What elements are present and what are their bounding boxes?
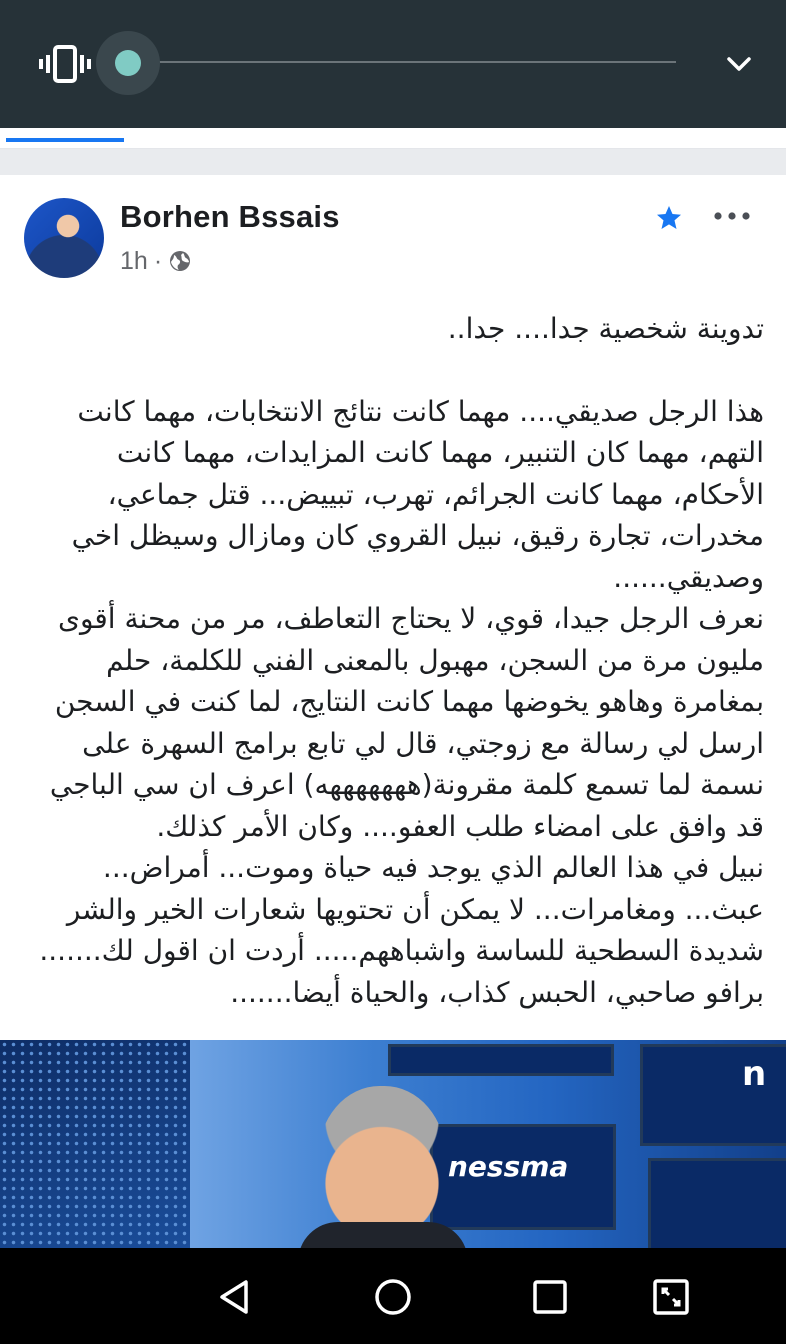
screenshot-icon[interactable] — [648, 1274, 694, 1320]
post-meta — [120, 246, 192, 276]
globe-icon[interactable] — [168, 249, 192, 273]
meta-separator: · — [153, 246, 163, 275]
photo-person — [318, 1086, 446, 1236]
volume-slider-thumb[interactable] — [115, 50, 141, 76]
post-text-paragraph-3: نبيل في هذا العالم الذي يوجد فيه حياة وموت... أمراض... عبث... ومغامرات... لا يمكن أن تحتويها شعارات الخير والشر شديدة السطحية للساسة واشباههم..... أردت ان اقول لك....... — [39, 851, 764, 967]
volume-panel — [0, 0, 786, 128]
photo-screen — [388, 1044, 614, 1076]
tab-active-indicator — [6, 138, 124, 142]
feed-separator — [0, 149, 786, 175]
chevron-down-icon[interactable] — [722, 52, 756, 76]
vibrate-icon[interactable] — [38, 44, 92, 84]
back-icon[interactable] — [212, 1274, 258, 1320]
more-icon[interactable] — [712, 206, 752, 226]
navigation-bar — [0, 1248, 786, 1344]
photo-screen — [648, 1158, 786, 1248]
author-name[interactable]: Borhen Bssais — [120, 199, 340, 234]
post-text-paragraph-1: هذا الرجل صديقي.... مهما كانت نتائج الانتخابات، مهما كانت التهم، مهما كان التنبير، مهما كانت المزايدات، مهما كانت الأحكام، مهما كانت الجرائم، تهرب، تبييض... قتل جماعي، مخدرات، تجارة رقيق، نبيل القروي كان ومازال وسيظل اخي وصديقي...... — [71, 394, 764, 594]
channel-logo-corner: n — [742, 1054, 767, 1094]
avatar[interactable] — [24, 198, 104, 278]
recents-icon[interactable] — [527, 1274, 573, 1320]
post-text-title: تدوينة شخصية جدا.... جدا.. — [447, 312, 764, 345]
channel-logo: nessma — [448, 1150, 569, 1183]
tab-strip — [0, 128, 786, 149]
photo-crowd — [0, 1040, 190, 1248]
volume-slider-track[interactable] — [128, 61, 676, 63]
post-time[interactable]: 1h — [120, 246, 148, 275]
home-icon[interactable] — [370, 1274, 416, 1320]
post-text — [20, 308, 764, 1013]
post-text-paragraph-4: برافو صاحبي، الحبس كذاب، والحياة أيضا....... — [230, 975, 764, 1009]
post-text-paragraph-2: نعرف الرجل جيدا، قوي، لا يحتاج التعاطف، مر من محنة أقوى مليون مرة من السجن، مهبول بالمعنى الفني للكلمة، حلم بمغامرة وهاهو يخوضها مهما كانت النتايج، لما كنت في السجن ارسل لي رسالة مع زوجتي، قال لي تابع برامج السهرة على نسمة لما تسمع كلمة مقرونة(هههههههه) اعرف ان سي الباجي قد وافق على امضاء طلب العفو.... وكان الأمر كذلك. — [49, 602, 764, 843]
star-icon[interactable] — [654, 203, 684, 233]
